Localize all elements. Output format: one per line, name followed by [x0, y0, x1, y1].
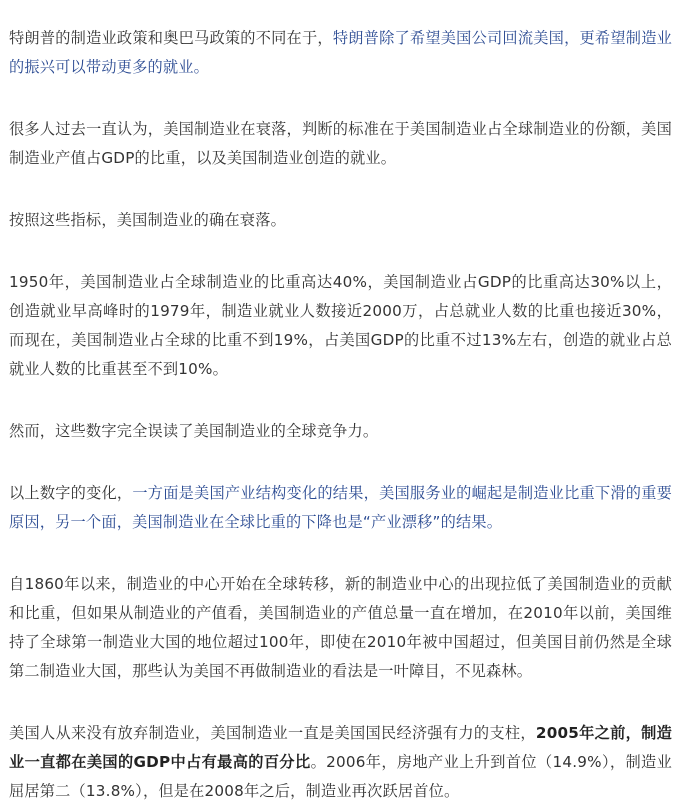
paragraph-text: 以上数字的变化，	[9, 484, 133, 502]
paragraph-1	[9, 24, 672, 82]
paragraph-text: 特朗普的制造业政策和奥巴马政策的不同在于，	[9, 29, 333, 47]
bold-text: 2005年之前，制造业一直都在美国的GDP中占有最高的百分比	[9, 724, 672, 771]
paragraph-text: 按照这些指标，美国制造业的确在衰落。	[9, 211, 286, 229]
highlighted-text: 一方面是美国产业结构变化的结果，美国服务业的崛起是制造业比重下滑的重要原因，另一个面，美国制造业在全球比重的下降也是“产业漂移”的结果。	[9, 484, 672, 531]
paragraph-5	[9, 417, 672, 446]
paragraph-8	[9, 719, 672, 806]
paragraph-text: 1950年，美国制造业占全球制造业的比重高达40%，美国制造业占GDP的比重高达30%以上，创造就业早高峰时的1979年，制造业就业人数接近2000万，占总就业人数的比重也接近30%，而现在，美国制造业占全球的比重不到19%，占美国GDP的比重不过13%左右，创造的就业占总就业人数的比重甚至不到10%。	[9, 273, 672, 378]
highlighted-text: 特朗普除了希望美国公司回流美国，更希望制造业的振兴可以带动更多的就业。	[9, 29, 673, 76]
paragraph-text: 。2006年，房地产业上升到首位（14.9%），制造业屈居第二（13.8%），但是在2008年之后，制造业再次跃居首位。	[9, 753, 672, 800]
paragraph-4	[9, 268, 672, 384]
paragraph-3	[9, 206, 672, 235]
paragraph-2	[9, 115, 672, 173]
paragraph-text: 很多人过去一直认为，美国制造业在衰落，判断的标准在于美国制造业占全球制造业的份额，美国制造业产值占GDP的比重，以及美国制造业创造的就业。	[9, 120, 672, 167]
paragraph-text: 美国人从来没有放弃制造业，美国制造业一直是美国国民经济强有力的支柱，	[9, 724, 536, 742]
paragraph-7	[9, 570, 672, 686]
paragraph-text: 自1860年以来，制造业的中心开始在全球转移，新的制造业中心的出现拉低了美国制造业的贡献和比重，但如果从制造业的产值看，美国制造业的产值总量一直在增加，在2010年以前，美国维持了全球第一制造业大国的地位超过100年，即使在2010年被中国超过，但美国目前仍然是全球第二制造业大国，那些认为美国不再做制造业的看法是一叶障目，不见森林。	[9, 575, 672, 680]
paragraph-text: 然而，这些数字完全误读了美国制造业的全球竞争力。	[9, 422, 379, 440]
paragraph-6	[9, 479, 672, 537]
